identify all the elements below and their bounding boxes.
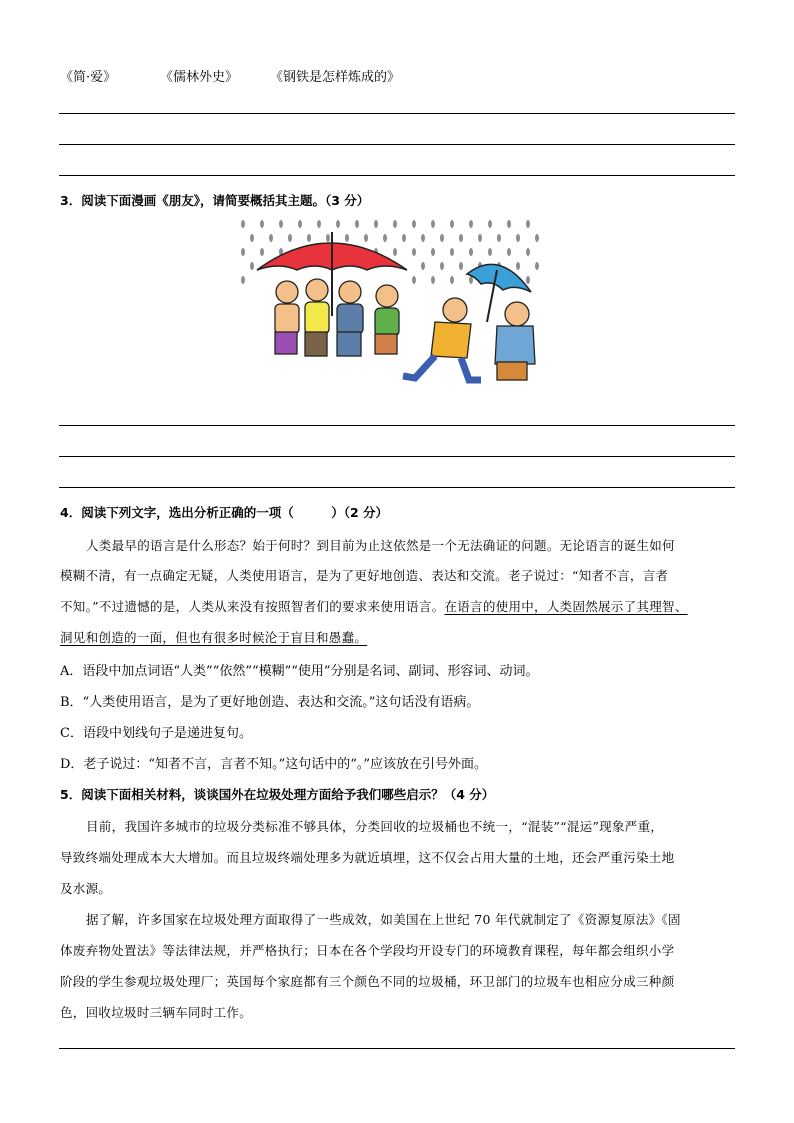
passage-line: 不知。”不过遗憾的是，人类从来没有按照智者们的要求来使用语言。 — [60, 599, 445, 614]
option-d: D．老子说过：“知者不言，言者不知。”这句话中的“。”应该放在引号外面。 — [60, 757, 488, 772]
answer-line — [59, 113, 735, 114]
question-4-title: 4．阅读下列文字，选出分析正确的一项（ ）（2 分） — [60, 505, 388, 520]
answer-line — [59, 456, 735, 457]
option-b: B．“人类使用语言，是为了更好地创造、表达和交流。”这句话没有语病。 — [60, 695, 480, 710]
option-c: C．语段中划线句子是递进复句。 — [60, 726, 252, 741]
material-line: 导致终端处理成本大大增加。而且垃圾终端处理多为就近填埋，这不仅会占用大量的土地，还会严重污染土地 — [60, 850, 675, 865]
passage-line: 人类最早的语言是什么形态？始于何时？到目前为止这依然是一个无法确证的问题。无论语言的诞生如何 — [86, 538, 675, 553]
passage-line: 模糊不清，有一点确定无疑，人类使用语言，是为了更好地创造、表达和交流。老子说过：“知者不言，言者 — [60, 568, 669, 583]
option-a: A．语段中加点词语“人类”“依然”“模糊”“使用”分别是名词、副词、形容词、动词。 — [60, 664, 539, 679]
underlined-sentence: 洞见和创造的一面，但也有很多时候沦于盲目和愚蠢。 — [60, 630, 368, 645]
underlined-sentence: 在语言的使用中，人类固然展示了其理智、 — [444, 599, 688, 614]
passage-line-3 — [60, 597, 688, 615]
answer-line — [59, 1048, 735, 1049]
material-line: 体废弃物处置法》等法律法规，并严格执行；日本在各个学段均开设专门的环境教育课程，每年都会组织小学 — [60, 943, 675, 958]
cartoon-friends-illustration — [235, 218, 555, 393]
question-3-title: 3．阅读下面漫画《朋友》，请简要概括其主题。（3 分） — [60, 193, 370, 208]
material-line: 目前，我国许多城市的垃圾分类标准不够具体，分类回收的垃圾桶也不统一，“混装”“混运”现象严重， — [86, 819, 664, 834]
answer-line — [59, 175, 735, 176]
answer-line — [59, 425, 735, 426]
answer-line — [59, 144, 735, 145]
question-5-title: 5．阅读下面相关材料，谈谈国外在垃圾处理方面给予我们哪些启示？（4 分） — [60, 787, 495, 802]
material-line: 及水源。 — [60, 881, 112, 896]
answer-line — [59, 487, 735, 488]
material-line: 据了解，许多国家在垃圾处理方面取得了一些成效，如美国在上世纪 70 年代就制定了《资源复原法》《固 — [86, 912, 681, 927]
book-title-1: 《简·爱》 — [60, 70, 117, 85]
material-line: 阶段的学生参观垃圾处理厂；英国每个家庭都有三个颜色不同的垃圾桶，环卫部门的垃圾车也相应分成三种颜 — [60, 974, 675, 989]
book-title-2: 《儒林外史》 — [160, 70, 239, 85]
material-line: 色，回收垃圾时三辆车同时工作。 — [60, 1005, 253, 1020]
book-title-3: 《钢铁是怎样炼成的》 — [270, 70, 401, 85]
